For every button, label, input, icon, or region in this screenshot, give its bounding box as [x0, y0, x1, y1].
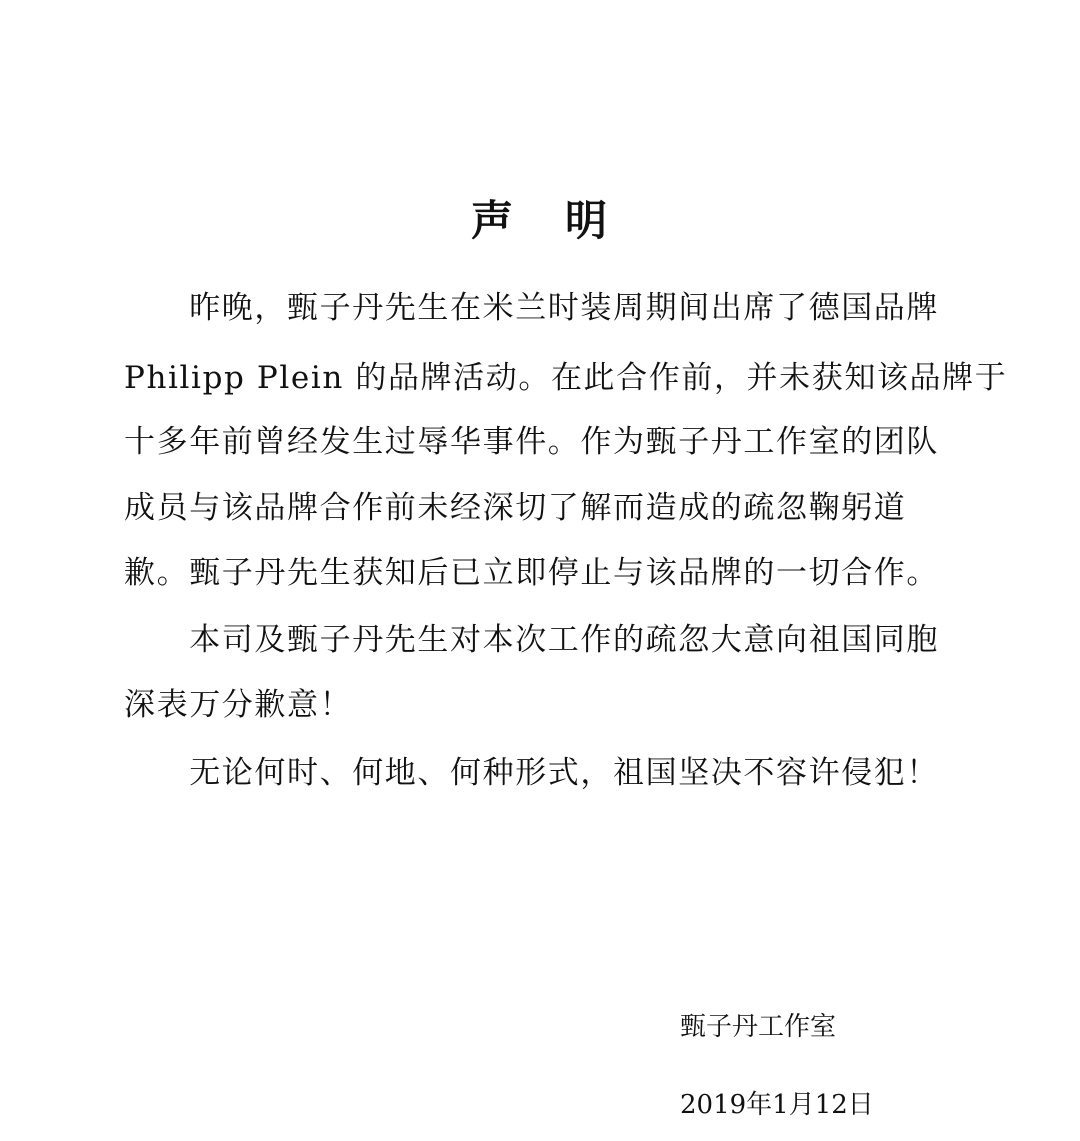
- body-line-1: 昨晚，甄子丹先生在米兰时装周期间出席了德国品牌: [124, 290, 939, 326]
- body-line-2: Philipp Plein 的品牌活动。在此合作前，并未获知该品牌于: [124, 360, 1008, 396]
- body-line-6: 本司及甄子丹先生对本次工作的疏忽大意向祖国同胞: [124, 622, 939, 658]
- signature-date: 2019年1月12日: [680, 1090, 874, 1120]
- body-line-7: 深表万分歉意！: [124, 687, 353, 723]
- body-line-8: 无论何时、何地、何种形式，祖国坚决不容许侵犯！: [124, 755, 939, 791]
- body-line-3: 十多年前曾经发生过辱华事件。作为甄子丹工作室的团队: [124, 424, 939, 460]
- statement-title: [0, 188, 1080, 248]
- body-line-4: 成员与该品牌合作前未经深切了解而造成的疏忽鞠躬道: [124, 490, 907, 526]
- body-line-5: 歉。甄子丹先生获知后已立即停止与该品牌的一切合作。: [124, 555, 939, 591]
- title-char-2: 明: [565, 196, 610, 245]
- title-char-1: 声: [470, 196, 515, 245]
- signature-org: 甄子丹工作室: [680, 1012, 837, 1042]
